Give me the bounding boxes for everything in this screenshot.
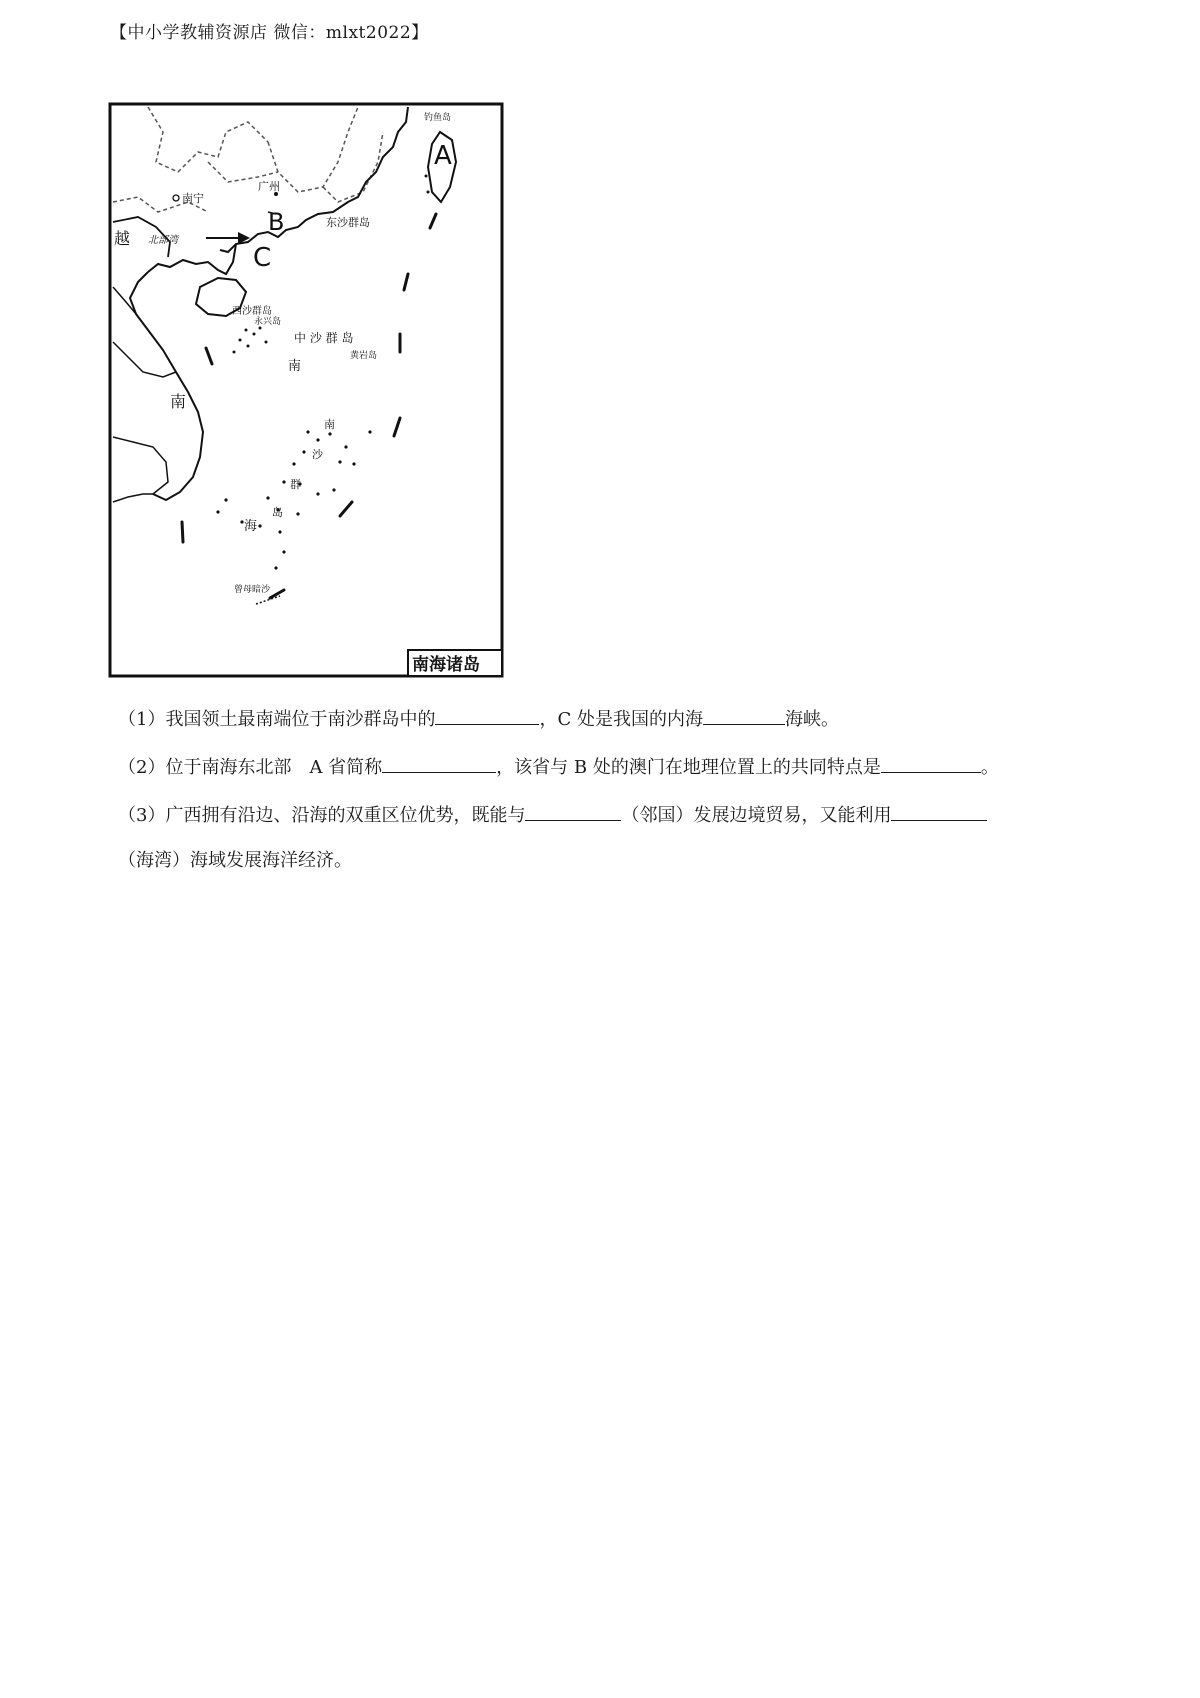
south-china-sea-map — [108, 102, 508, 687]
marker-a: A — [434, 141, 452, 171]
question-2 — [118, 750, 999, 783]
q1-text-c: 海峡。 — [784, 709, 839, 730]
q2-text-a: （2）位于南海东北部 A 省简称 — [118, 757, 383, 778]
label-nansha-1: 南 — [324, 418, 335, 431]
label-nanning: 南宁 — [182, 192, 204, 205]
q2-text-b: ，该省与 B 处的澳门在地理位置上的共同特点是 — [496, 757, 881, 778]
label-hai: 海 — [244, 519, 258, 534]
label-huangyan: 黄岩岛 — [350, 351, 378, 361]
q1-text-b: ，C 处是我国的内海 — [539, 709, 703, 730]
label-yue: 越 — [114, 229, 131, 248]
label-nansha-2: 沙 — [312, 448, 323, 461]
q3-text-c: （海湾）海域发展海洋经济。 — [118, 850, 352, 871]
label-guangzhou: 广州 — [258, 180, 280, 193]
q3-blank-1[interactable] — [525, 798, 621, 821]
q1-blank-1[interactable] — [435, 702, 539, 725]
label-dongsha: 东沙群岛 — [326, 216, 370, 229]
q3-text-a: （3）广西拥有沿边、沿海的双重区位优势，既能与 — [118, 805, 526, 826]
q3-text-b: （邻国）发展边境贸易，又能利用 — [621, 805, 892, 826]
q1-text-a: （1）我国领土最南端位于南沙群岛中的 — [118, 709, 436, 730]
q1-blank-2[interactable] — [703, 702, 785, 725]
nanning-marker — [173, 195, 179, 201]
label-zengmu: 曾母暗沙 — [234, 585, 271, 595]
marker-b: B — [268, 208, 285, 236]
label-diaoyu: 钓鱼岛 — [424, 113, 452, 123]
label-nansha-4: 岛 — [272, 506, 283, 519]
label-yongxing: 永兴岛 — [254, 317, 282, 327]
question-3 — [118, 798, 987, 831]
marker-c: C — [253, 243, 272, 273]
q2-blank-1[interactable] — [382, 750, 496, 773]
label-xisha: 西沙群岛 — [232, 306, 272, 317]
label-zhongsha: 中 沙 群 岛 — [294, 331, 354, 345]
label-nan-sea: 南 — [288, 359, 302, 374]
label-nansha-3: 群 — [290, 478, 301, 491]
header-note: 【中小学教辅资源店 微信：mlxt2022】 — [110, 23, 429, 43]
q2-text-c: 。 — [980, 757, 999, 778]
label-beibu-gulf: 北部湾 — [148, 235, 178, 246]
label-nan-left: 南 — [170, 392, 187, 411]
q3-blank-2[interactable] — [891, 798, 987, 821]
question-1 — [118, 702, 839, 735]
q2-blank-2[interactable] — [881, 750, 981, 773]
question-3-continued — [118, 846, 352, 876]
inset-title: 南海诸岛 — [412, 655, 480, 675]
